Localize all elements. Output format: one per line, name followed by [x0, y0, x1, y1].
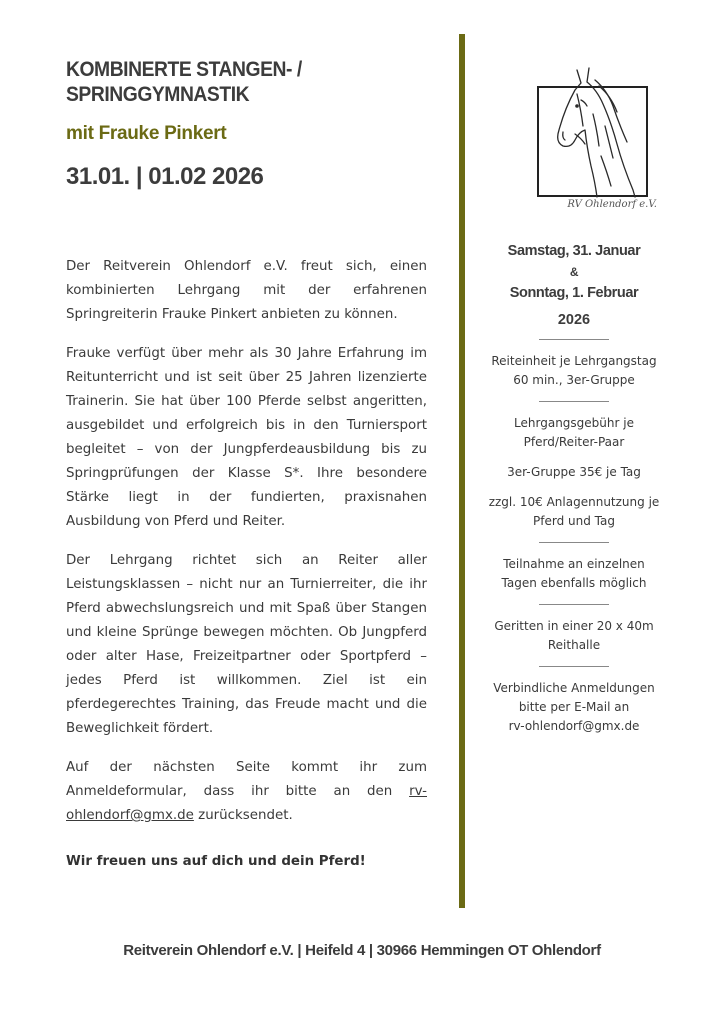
horse-icon	[537, 86, 648, 197]
separator	[539, 542, 609, 543]
title-line-2: SPRINGGYMNASTIK	[66, 83, 250, 106]
email-link[interactable]: rv-ohlendorf@gmx.de	[66, 784, 427, 823]
logo-caption: RV Ohlendorf e.V.	[567, 199, 657, 210]
audience-paragraph: Der Lehrgang richtet sich an Reiter aller Leistungsklassen – nicht nur an Turnierreiter, die ihr Pferd abwechslungsreich und mit Spaß über Stangen und kleine Sprünge bewegen möchten. Ob Jungpferd oder alter Hase, Freizeitpartner oder Sportpferd – jedes Pferd ist willkommen. Ziel ist ein pferdegerechtes Training, das Freude macht und die Beweglichkeit fördert.	[66, 553, 427, 736]
arena-line-2: Reithalle	[547, 638, 601, 652]
fee-group: 3er-Gruppe 35€ je Tag	[507, 465, 641, 479]
separator	[539, 401, 609, 402]
fee-line-1: Lehrgangsgebühr je	[514, 416, 634, 430]
fee-extra-line-1: zzgl. 10€ Anlagennutzung je	[488, 495, 660, 509]
reg-email: rv-ohlendorf@gmx.de	[508, 719, 640, 733]
event-year: 2026	[557, 312, 591, 328]
page-title	[66, 57, 370, 107]
unit-line-2: 60 min., 3er-Gruppe	[513, 373, 635, 387]
unit-line-1: Reiteinheit je Lehrgangstag	[491, 354, 657, 368]
separator	[539, 339, 609, 340]
subtitle: mit Frauke Pinkert	[66, 123, 227, 144]
fee-extra	[476, 493, 672, 531]
separator	[539, 666, 609, 667]
club-logo	[537, 86, 648, 197]
intro-paragraph: Der Reitverein Ohlendorf e.V. freut sich, einen kombinierten Lehrgang mit der erfahrenen Springreiterin Frauke Pinkert anbieten zu können.	[66, 259, 427, 322]
body-text	[66, 255, 427, 889]
registration-paragraph	[66, 756, 427, 828]
arena-line-1: Geritten in einer 20 x 40m	[494, 619, 654, 633]
separator	[539, 604, 609, 605]
single-line-2: Tagen ebenfalls möglich	[501, 576, 647, 590]
footer-address: Reitverein Ohlendorf e.V. | Heifeld 4 | 30966 Hemmingen OT Ohlendorf	[123, 942, 601, 959]
fee-line-2: Pferd/Reiter-Paar	[523, 435, 625, 449]
single-day-info	[476, 555, 672, 593]
title-line-1: KOMBINERTE STANGEN- /	[66, 58, 302, 81]
day-1: Samstag, 31. Januar	[507, 243, 641, 259]
day-2: Sonntag, 1. Februar	[509, 285, 639, 301]
registration-text-end: zurücksendet.	[193, 808, 293, 823]
fee-info	[476, 414, 672, 452]
unit-info	[476, 352, 672, 390]
ampersand: &	[569, 265, 579, 279]
fee-extra-line-2: Pferd und Tag	[533, 514, 615, 528]
arena-info	[476, 617, 672, 655]
event-sidebar	[476, 240, 672, 736]
reg-line-1: Verbindliche Anmeldungen	[493, 681, 655, 695]
reg-line-2: bitte per E-Mail an	[518, 700, 630, 714]
event-dates: 31.01. | 01.02 2026	[66, 163, 264, 190]
closing-line: Wir freuen uns auf dich und dein Pferd!	[66, 854, 366, 869]
vertical-divider	[459, 34, 465, 908]
single-line-1: Teilnahme an einzelnen	[503, 557, 645, 571]
trainer-paragraph: Frauke verfügt über mehr als 30 Jahre Erfahrung im Reitunterricht und ist seit über 25 Jahren lizenzierte Trainerin. Sie hat über 100 Pferde selbst angeritten, ausgebildet und erfolgreich bis in den Turniersport begleitet – von der Jungpferdeausbildung bis zu Springprüfungen der Klasse S*. Ihre besondere Stärke liegt in der fundierten, praxisnahen Ausbildung von Pferd und Reiter.	[66, 346, 427, 529]
registration-info	[476, 679, 672, 736]
registration-text: Auf der nächsten Seite kommt ihr zum Anmeldeformular, dass ihr bitte an den	[66, 760, 427, 799]
